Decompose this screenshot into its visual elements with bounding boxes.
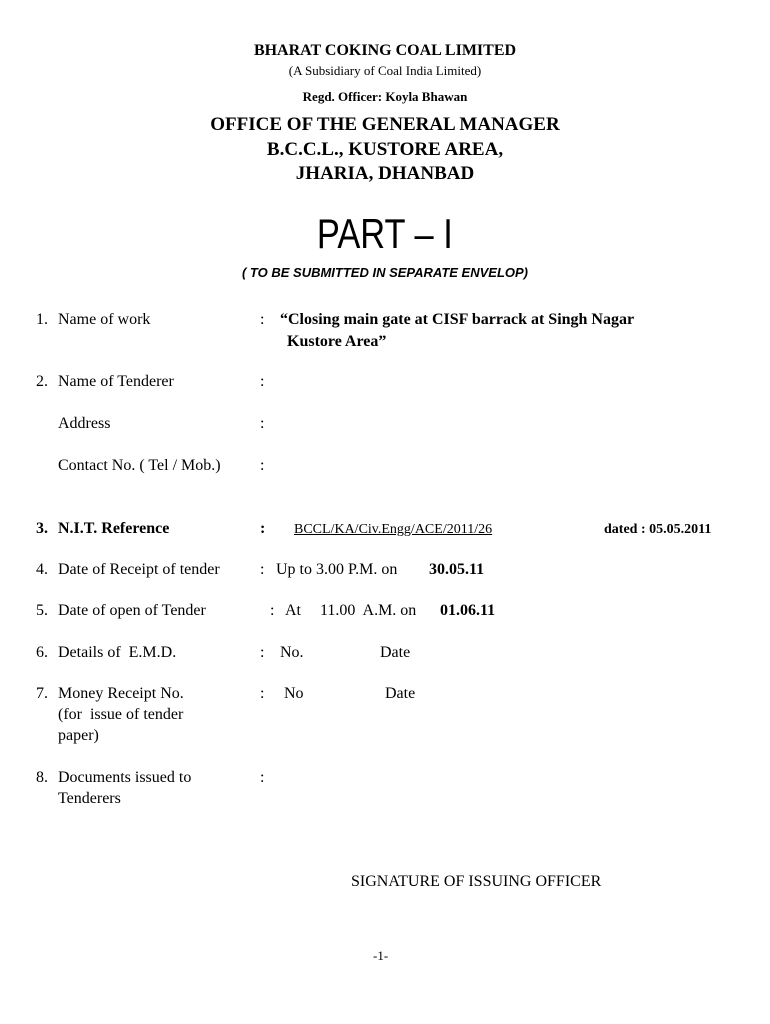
item-3-colon: : [260,520,266,537]
item-7-no: No [284,685,304,702]
item-6-date-label: Date [380,644,411,661]
item-6-colon: : [260,644,265,661]
item-7-number: 7. [36,685,48,702]
part-title: PART – I [317,210,453,257]
item-1-value-line-2: Kustore Area” [287,333,387,350]
item-7-label-line-2: (for issue of tender [58,706,184,723]
item-3-label: N.I.T. Reference [58,520,170,537]
item-8-label-line-1: Documents issued to [58,769,192,786]
nit-reference-number: BCCL/KA/Civ.Engg/ACE/2011/26 [294,522,493,537]
item-8-colon: : [260,769,265,786]
item-4-number: 4. [36,561,48,578]
item-2-colon: : [260,373,265,390]
address-label: Address [58,415,111,432]
item-6-number: 6. [36,644,48,661]
address-colon: : [260,415,265,432]
office-line-1: OFFICE OF THE GENERAL MANAGER [210,114,560,135]
item-4-date: 30.05.11 [429,561,485,578]
item-5-colon: : [270,602,275,619]
item-1-label: Name of work [58,311,151,328]
contact-label: Contact No. ( Tel / Mob.) [58,457,221,474]
item-4-colon: : [260,561,265,578]
item-8-label-line-2: Tenderers [58,790,121,807]
item-2-label: Name of Tenderer [58,373,174,390]
company-name: BHARAT COKING COAL LIMITED [253,42,517,59]
page-number: -1- [373,948,389,963]
item-3-number: 3. [36,520,48,537]
item-1-colon: : [260,311,265,328]
item-2-number: 2. [36,373,48,390]
office-line-3: JHARIA, DHANBAD [295,163,475,184]
item-7-date-label: Date [385,685,416,702]
item-5-at: At [285,602,301,619]
item-1-value-line-1: “Closing main gate at CISF barrack at Singh Nagar [280,311,635,328]
contact-colon: : [260,457,265,474]
regd-office-line: Regd. Officer: Koyla Bhawan [302,89,468,104]
envelop-note: ( TO BE SUBMITTED IN SEPARATE ENVELOP) [241,265,529,280]
item-5-number: 5. [36,602,48,619]
item-5-time: 11.00 A.M. on [320,602,417,619]
item-5-date: 01.06.11 [440,602,496,619]
item-8-number: 8. [36,769,48,786]
item-4-label: Date of Receipt of tender [58,561,220,578]
subsidiary-line: (A Subsidiary of Coal India Limited) [288,63,482,78]
item-6-no: No. [280,644,304,661]
office-line-2: B.C.C.L., KUSTORE AREA, [266,139,504,160]
item-7-label-line-1: Money Receipt No. [58,685,184,702]
part-title-wrap [0,210,770,258]
item-5-label: Date of open of Tender [58,602,206,619]
item-6-label: Details of E.M.D. [58,644,177,661]
signature-label: SIGNATURE OF ISSUING OFFICER [351,873,602,890]
nit-dated: dated : 05.05.2011 [604,522,712,537]
item-7-colon: : [260,685,265,702]
item-7-label-line-3: paper) [58,727,99,744]
item-1-number: 1. [36,311,48,328]
item-4-value: Up to 3.00 P.M. on [276,561,398,578]
